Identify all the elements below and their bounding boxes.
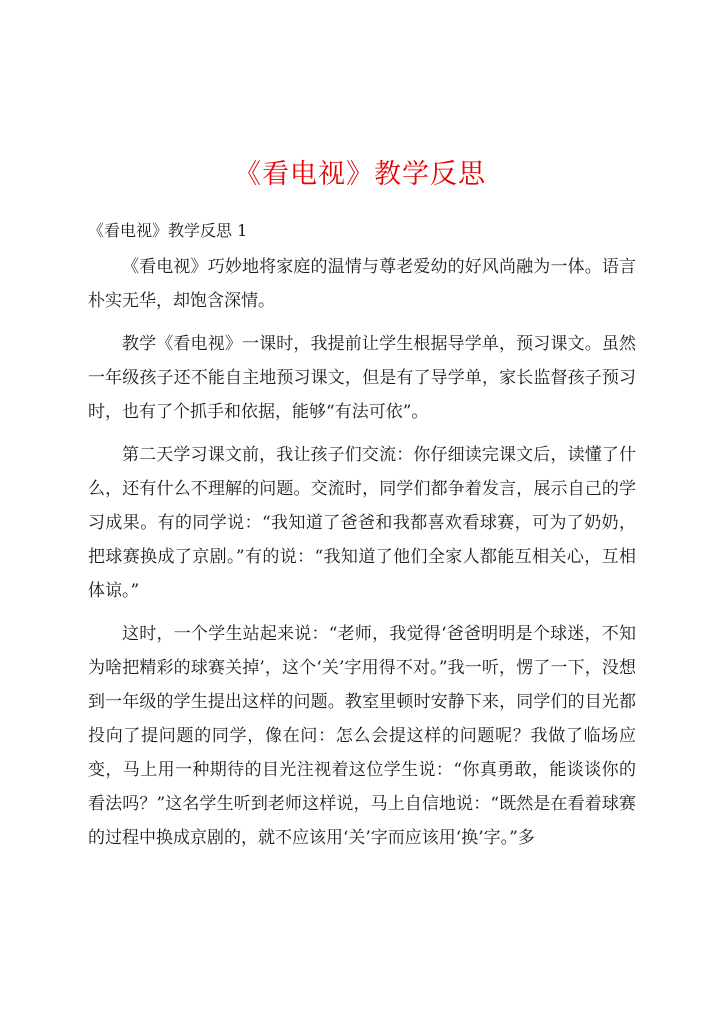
document-subtitle: 《看电视》教学反思 1: [88, 221, 248, 240]
document-body: [88, 250, 636, 864]
paragraph: 《看电视》巧妙地将家庭的温情与尊老爱幼的好风尚融为一体。语言朴实无华，却饱含深情。: [88, 257, 636, 311]
paragraph: 教学《看电视》一课时，我提前让学生根据导学单，预习课文。虽然一年级孩子还不能自主地预习课文，但是有了导学单，家长监督孩子预习时，也有了个抓手和依据，能够“有法可依”。: [88, 334, 636, 422]
document-title: 《看电视》教学反思: [234, 159, 486, 190]
paragraph: 第二天学习课文前，我让孩子们交流：你仔细读完课文后，读懂了什么，还有什么不理解的问题。交流时，同学们都争着发言，展示自己的学习成果。有的同学说：“我知道了爸爸和我都喜欢看球赛，可为了奶奶，把球赛换成了京剧。”有的说：“我知道了他们全家人都能互相关心，互相体谅。”: [88, 445, 636, 601]
paragraph: 这时，一个学生站起来说：“老师，我觉得‘爸爸明明是个球迷，不知为啥把精彩的球赛关掉’，这个‘关’字用得不对。”我一听，愣了一下，没想到一年级的学生提出这样的问题。教室里顿时安静下来，同学们的目光都投向了提问题的同学，像在问：怎么会提这样的问题呢？我做了临场应变，马上用一种期待的目光注视着这位学生说：“你真勇敢，能谈谈你的看法吗？”这名学生听到老师这样说，马上自信地说：“既然是在看着球赛的过程中换成京剧的，就不应该用‘关’字而应该用‘换’字。”多: [88, 624, 636, 848]
